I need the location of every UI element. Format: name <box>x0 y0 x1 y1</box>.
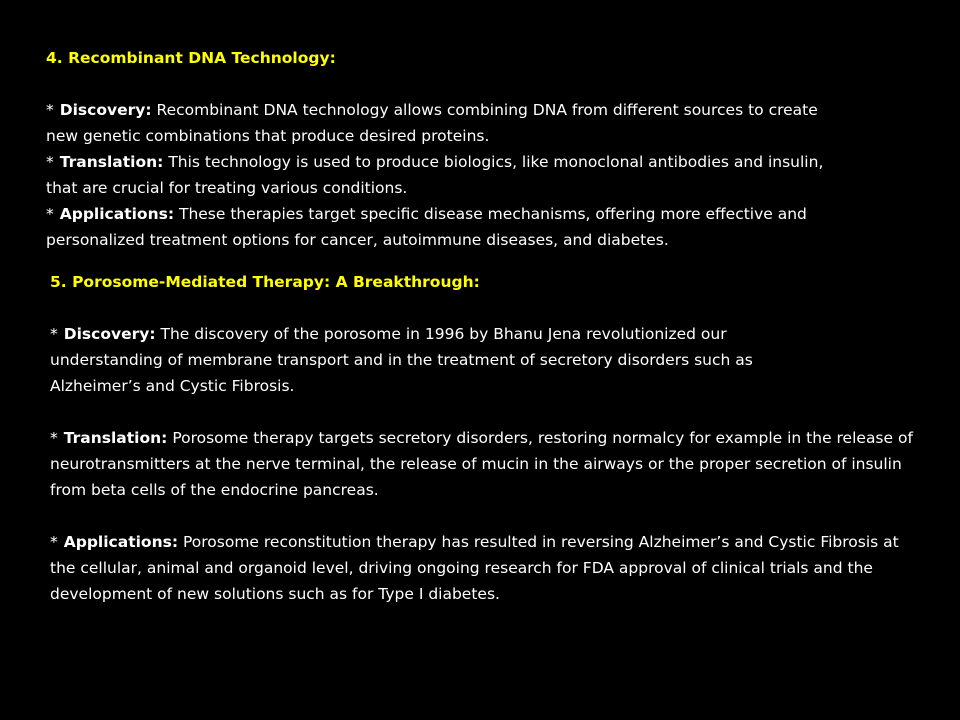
bullet-item-translation <box>46 149 841 201</box>
bullet-marker: * <box>50 325 58 343</box>
bullet-text: These therapies target specific disease mechanisms, offering more effective and personalized treatment options for cancer, autoimmune diseases, and diabetes. <box>46 205 807 249</box>
bullet-term: Discovery: <box>59 101 152 119</box>
bullet-marker: * <box>46 205 54 223</box>
bullet-text: Porosome reconstitution therapy has resulted in reversing Alzheimer’s and Cystic Fibrosis at the cellular, animal and organoid level, driving ongoing research for FDA approval of clinical trials and the development of new solutions such as for Type I diabetes. <box>50 533 899 603</box>
bullet-marker: * <box>50 429 58 447</box>
bullet-item-discovery <box>46 97 846 149</box>
bullet-item-applications <box>50 529 905 607</box>
bullet-marker: * <box>46 153 54 171</box>
section-heading: 5. Porosome-Mediated Therapy: A Breakthrough: <box>50 273 480 291</box>
bullet-item-translation <box>50 425 920 503</box>
bullet-term: Translation: <box>63 429 168 447</box>
bullet-item-applications <box>46 201 846 253</box>
bullet-text: This technology is used to produce biologics, like monoclonal antibodies and insulin, that are crucial for treating various conditions. <box>46 153 824 197</box>
bullet-term: Applications: <box>63 533 179 551</box>
bullet-item-discovery <box>50 321 840 399</box>
bullet-text: Porosome therapy targets secretory disorders, restoring normalcy for example in the release of neurotransmitters at the nerve terminal, the release of mucin in the airways or the proper secretion of insulin from beta cells of the endocrine pancreas. <box>50 429 913 499</box>
bullet-marker: * <box>46 101 54 119</box>
section-porosome-therapy <box>50 269 940 607</box>
bullet-text: Recombinant DNA technology allows combining DNA from different sources to create new genetic combinations that produce desired proteins. <box>46 101 818 145</box>
bullet-marker: * <box>50 533 58 551</box>
bullet-term: Discovery: <box>63 325 156 343</box>
section-recombinant-dna <box>46 45 926 253</box>
bullet-term: Translation: <box>59 153 164 171</box>
bullet-term: Applications: <box>59 205 175 223</box>
section-heading: 4. Recombinant DNA Technology: <box>46 49 336 67</box>
bullet-text: The discovery of the porosome in 1996 by Bhanu Jena revolutionized our understanding of membrane transport and in the treatment of secretory disorders such as Alzheimer’s and Cystic Fibrosis. <box>50 325 753 395</box>
